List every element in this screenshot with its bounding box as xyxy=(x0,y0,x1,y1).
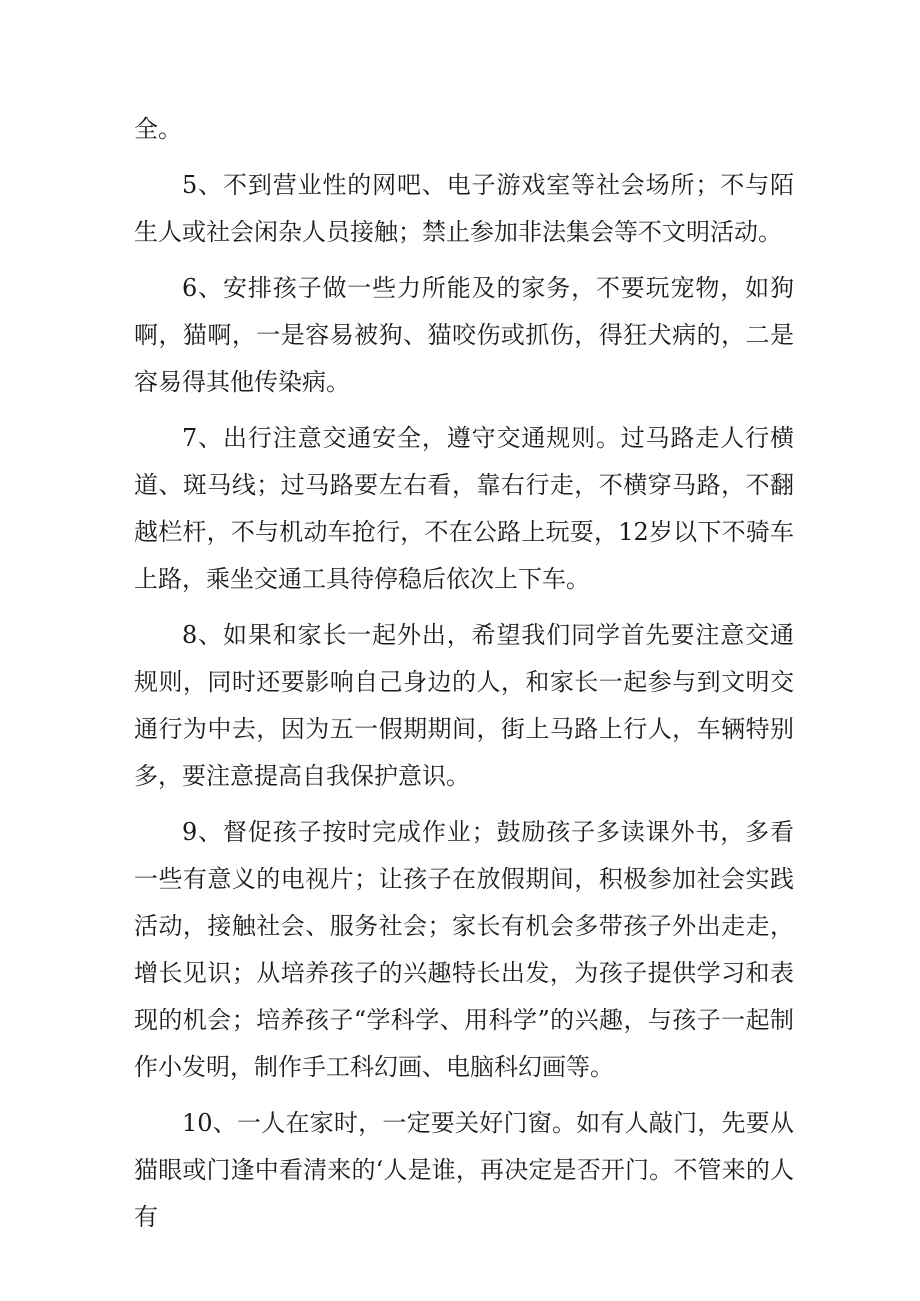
paragraph-item-7: 7、出行注意交通安全，遵守交通规则。过马路走人行横道、斑马线；过马路要左右看，靠右行走，不横穿马路，不翻越栏杆，不与机动车抢行，不在公路上玩耍，12岁以下不骑车上路，乘坐交通工具待停稳后依次上下车。 xyxy=(134,424,794,593)
paragraph-item-10: 10、一人在家时，一定要关好门窗。如有人敲门，先要从猫眼或门逢中看清来的‘人是谁，再决定是否开门。不管来的人有 xyxy=(134,1109,794,1231)
paragraph-item-8: 8、如果和家长一起外出，希望我们同学首先要注意交通规则，同时还要影响自己身边的人，和家长一起参与到文明交通行为中去，因为五一假期期间，街上马路上行人，车辆特别多，要注意提高自我保护意识。 xyxy=(134,621,794,790)
paragraph-item-9: 9、督促孩子按时完成作业；鼓励孩子多读课外书，多看一些有意义的电视片；让孩子在放假期间，积极参加社会实践活动，接触社会、服务社会；家长有机会多带孩子外出走走，增长见识；从培养孩子的兴趣特长出发，为孩子提供学习和表现的机会；培养孩子“学科学、用科学”的兴趣，与孩子一起制作小发明，制作手工科幻画、电脑科幻画等。 xyxy=(134,818,794,1081)
paragraph-continuation: 全。 xyxy=(134,115,182,143)
paragraph-item-5: 5、不到营业性的网吧、电子游戏室等社会场所；不与陌生人或社会闲杂人员接触；禁止参加非法集会等不文明活动。 xyxy=(134,171,794,246)
paragraph-item-6: 6、安排孩子做一些力所能及的家务，不要玩宠物，如狗啊，猫啊，一是容易被狗、猫咬伤或抓伤，得狂犬病的，二是容易得其他传染病。 xyxy=(134,274,794,396)
document-body xyxy=(134,106,794,1250)
